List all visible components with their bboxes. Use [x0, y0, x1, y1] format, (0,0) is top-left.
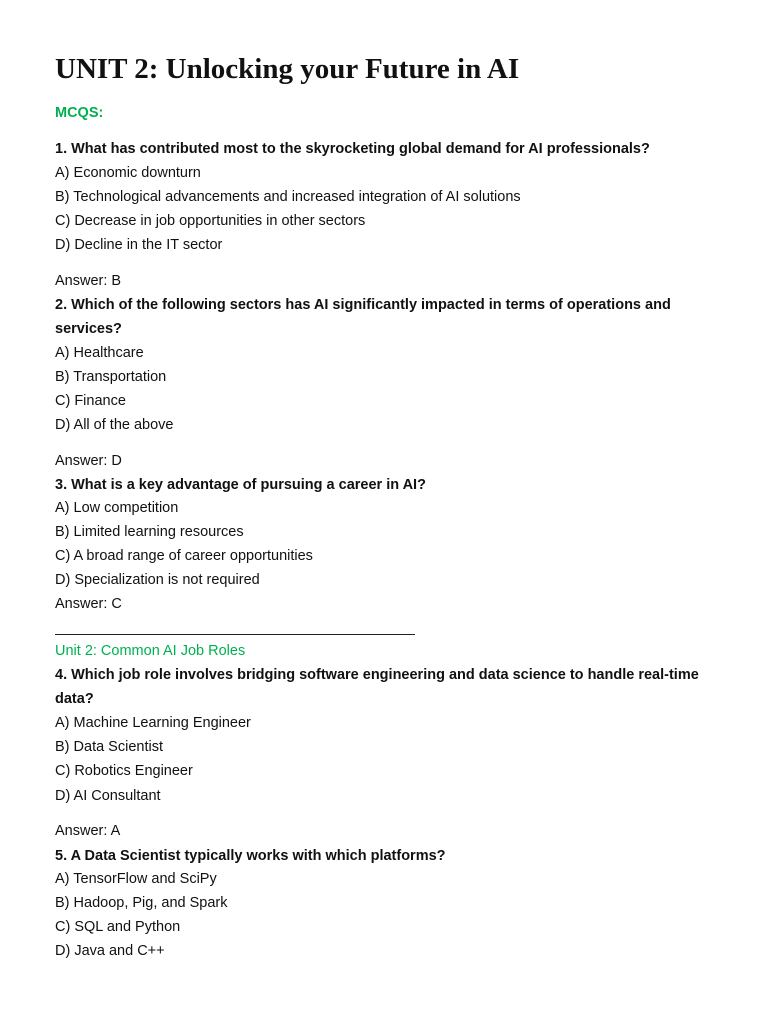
- question-5: 5. A Data Scientist typically works with which platforms?: [55, 848, 446, 864]
- question-3-option-a: A) Low competition: [55, 500, 179, 516]
- question-5-option-d: D) Java and C++: [55, 943, 165, 959]
- question-1-option-a: A) Economic downturn: [55, 165, 201, 181]
- question-3-option-d: D) Specialization is not required: [55, 572, 260, 588]
- question-1-answer: Answer: B: [55, 273, 122, 289]
- question-2-option-a: A) Healthcare: [55, 345, 144, 361]
- question-3-option-c: C) A broad range of career opportunities: [55, 548, 313, 564]
- question-3: 3. What is a key advantage of pursuing a career in AI?: [55, 477, 426, 493]
- question-2-answer: Answer: D: [55, 453, 122, 469]
- document-title: UNIT 2: Unlocking your Future in AI: [55, 53, 520, 85]
- question-1-option-b: B) Technological advancements and increased integration of AI solutions: [55, 189, 521, 205]
- question-3-option-b: B) Limited learning resources: [55, 524, 244, 540]
- question-2-option-d: D) All of the above: [55, 417, 174, 433]
- section-divider: [55, 634, 415, 635]
- question-1-option-d: D) Decline in the IT sector: [55, 237, 223, 253]
- question-3-answer: Answer: C: [55, 596, 122, 612]
- question-2-option-b: B) Transportation: [55, 369, 167, 385]
- question-2: 2. Which of the following sectors has AI significantly impacted in terms of operations and services?: [55, 297, 671, 337]
- question-5-option-a: A) TensorFlow and SciPy: [55, 871, 217, 887]
- question-1: 1. What has contributed most to the skyrocketing global demand for AI professionals?: [55, 141, 650, 157]
- question-4-option-a: A) Machine Learning Engineer: [55, 715, 251, 731]
- question-4: 4. Which job role involves bridging software engineering and data science to handle real-time data?: [55, 667, 699, 707]
- question-4-answer: Answer: A: [55, 823, 121, 839]
- mcqs-label: MCQS:: [55, 105, 104, 121]
- question-4-option-d: D) AI Consultant: [55, 788, 161, 804]
- question-5-option-b: B) Hadoop, Pig, and Spark: [55, 895, 228, 911]
- question-2-option-c: C) Finance: [55, 393, 126, 409]
- section-2-heading: Unit 2: Common AI Job Roles: [55, 643, 246, 659]
- question-5-option-c: C) SQL and Python: [55, 919, 181, 935]
- question-4-option-c: C) Robotics Engineer: [55, 763, 193, 779]
- question-4-option-b: B) Data Scientist: [55, 739, 163, 755]
- question-1-option-c: C) Decrease in job opportunities in other sectors: [55, 213, 366, 229]
